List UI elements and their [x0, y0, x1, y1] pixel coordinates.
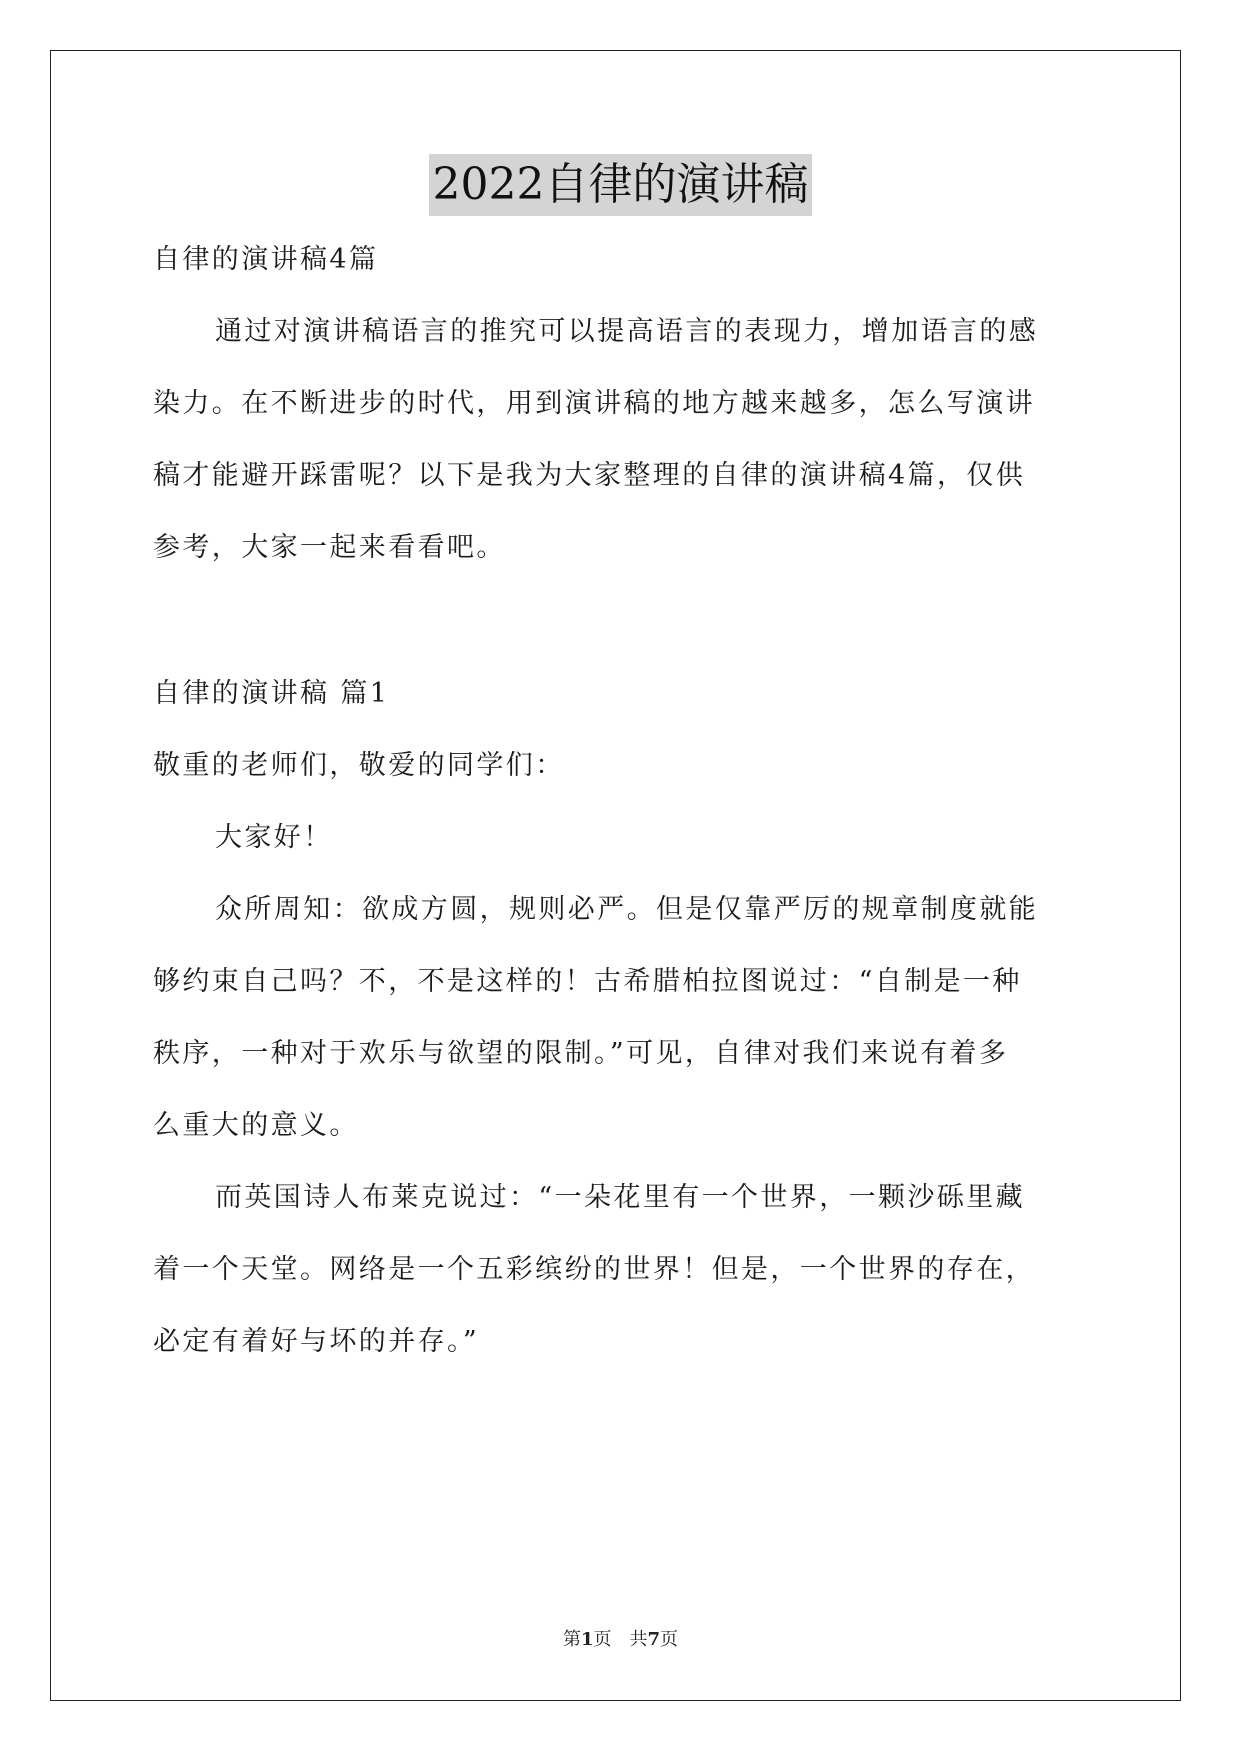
page-footer: [0, 1625, 1241, 1651]
total-page-number: 7: [647, 1629, 661, 1650]
paragraph-line: 秩序，一种对于欢乐与欲望的限制。”可见，自律对我们来说有着多: [153, 1038, 1009, 1069]
footer-mid: 页 共: [593, 1629, 648, 1650]
paragraph-line: 参考，大家一起来看看吧。: [153, 532, 506, 563]
paragraph-line: 够约束自己吗？不，不是这样的！古希腊柏拉图说过：“自制是一种: [153, 966, 1022, 997]
current-page-number: 1: [580, 1629, 594, 1650]
section-heading: 自律的演讲稿4篇: [153, 244, 379, 275]
page-border: [50, 50, 1181, 1701]
paragraph-line: 稿才能避开踩雷呢？以下是我为大家整理的自律的演讲稿4篇，仅供: [153, 460, 1026, 491]
paragraph-line: 染力。在不断进步的时代，用到演讲稿的地方越来越多，怎么写演讲: [153, 388, 1035, 419]
section-heading: 自律的演讲稿 篇1: [153, 678, 390, 709]
footer-prefix: 第: [562, 1629, 581, 1650]
paragraph-line: 必定有着好与坏的并存。”: [153, 1326, 480, 1357]
paragraph-line: 么重大的意义。: [153, 1110, 359, 1141]
paragraph-line: 而英国诗人布莱克说过：“一朵花里有一个世界，一颗沙砾里藏: [215, 1182, 1026, 1213]
paragraph-line: 着一个天堂。网络是一个五彩缤纷的世界！但是，一个世界的存在，: [153, 1254, 1035, 1285]
footer-suffix: 页: [660, 1629, 679, 1650]
greeting: 大家好！: [215, 822, 333, 853]
paragraph-line: 通过对演讲稿语言的推究可以提高语言的表现力，增加语言的感: [215, 316, 1039, 347]
salutation: 敬重的老师们，敬爱的同学们：: [153, 750, 565, 781]
document-title: 2022自律的演讲稿: [429, 154, 813, 216]
paragraph-line: 众所周知：欲成方圆，规则必严。但是仅靠严厉的规章制度就能: [215, 894, 1039, 925]
title-container: [0, 154, 1241, 216]
